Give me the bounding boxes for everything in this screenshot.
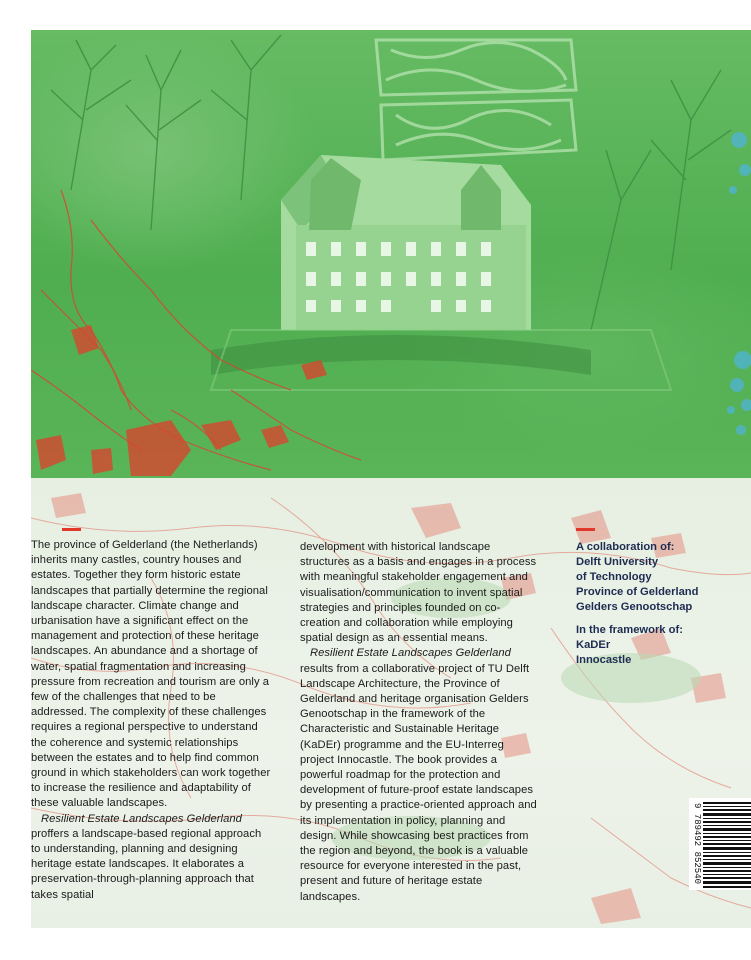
book-title-italic: Resilient Estate Landscapes Gelderland	[41, 812, 242, 825]
partner-line-2: of Technology	[576, 571, 652, 583]
continuation-paragraph: development with historical landscape structures as a basis and engages in a process with meaningful stakeholder engagement and visualisation/communication to invent spatial strategies and principles founded on co-creation and collaboration while employing spatial design as an essential means.	[300, 541, 537, 645]
project-paragraph	[300, 646, 538, 904]
photo-illustration	[31, 30, 751, 478]
column1-red-rule	[62, 528, 81, 531]
credits-block	[576, 540, 746, 668]
project-paragraph-text: results from a collaborative project of TU Delft Landscape Architecture, the Province of Gelderland and heritage organisation Gelders Genootschap in the framework of the Characteristic and Sustainable Heritage (KaDEr) programme and the EU-Interreg project Innocastle. The book provides a powerful roadmap for the protection and development of future-proof estate landscapes by presenting a practice-oriented approach and its implementation in policy, planning and design. While showcasing best practices from the region and beyond, the book is a valuable resource for everyone interested in the past, present and future of heritage estate landscapes.	[300, 662, 537, 903]
approach-paragraph	[31, 812, 271, 903]
partner-line-1: Delft University	[576, 556, 659, 568]
framework-item-kader: KaDEr	[576, 639, 611, 651]
partner-line-4: Gelders Genootschap	[576, 601, 693, 613]
description-column-1	[31, 538, 271, 903]
credits-red-rule	[576, 528, 595, 531]
book-title-italic-2: Resilient Estate Landscapes Gelderland	[310, 647, 511, 660]
framework-item-innocastle: Innocastle	[576, 654, 632, 666]
isbn-number: 9 789492 852540	[692, 803, 702, 885]
approach-paragraph-text: proffers a landscape-based regional approach to understanding, planning and designing heritage estate landscapes. It elaborates a preservation-through-planning approach that takes spatial	[31, 827, 262, 901]
estate-aerial-photo	[31, 30, 751, 478]
partner-line-3: Province of Gelderland	[576, 586, 699, 598]
collaboration-heading: A collaboration of:	[576, 541, 675, 553]
intro-paragraph: The province of Gelderland (the Netherlands) inherits many castles, country houses and estates. Together they form historic estate landscapes that partially determine the regional landscape character. Climate change and urbanisation have a significant effect on the management and protection of these heritage landscapes. An abundance and a shortage of water, spatial fragmentation and increasing pressure from recreation and tourism are only a few of the challenges that need to be addressed. The complexity of these challenges requires a regional perspective to understand the coherence and systemic relationships between the estates and to help find common ground in which stakeholders can work together to increase the resilience and adaptability of these valuable landscapes.	[31, 539, 271, 810]
framework-heading: In the framework of:	[576, 624, 683, 636]
description-column-2	[300, 540, 538, 905]
